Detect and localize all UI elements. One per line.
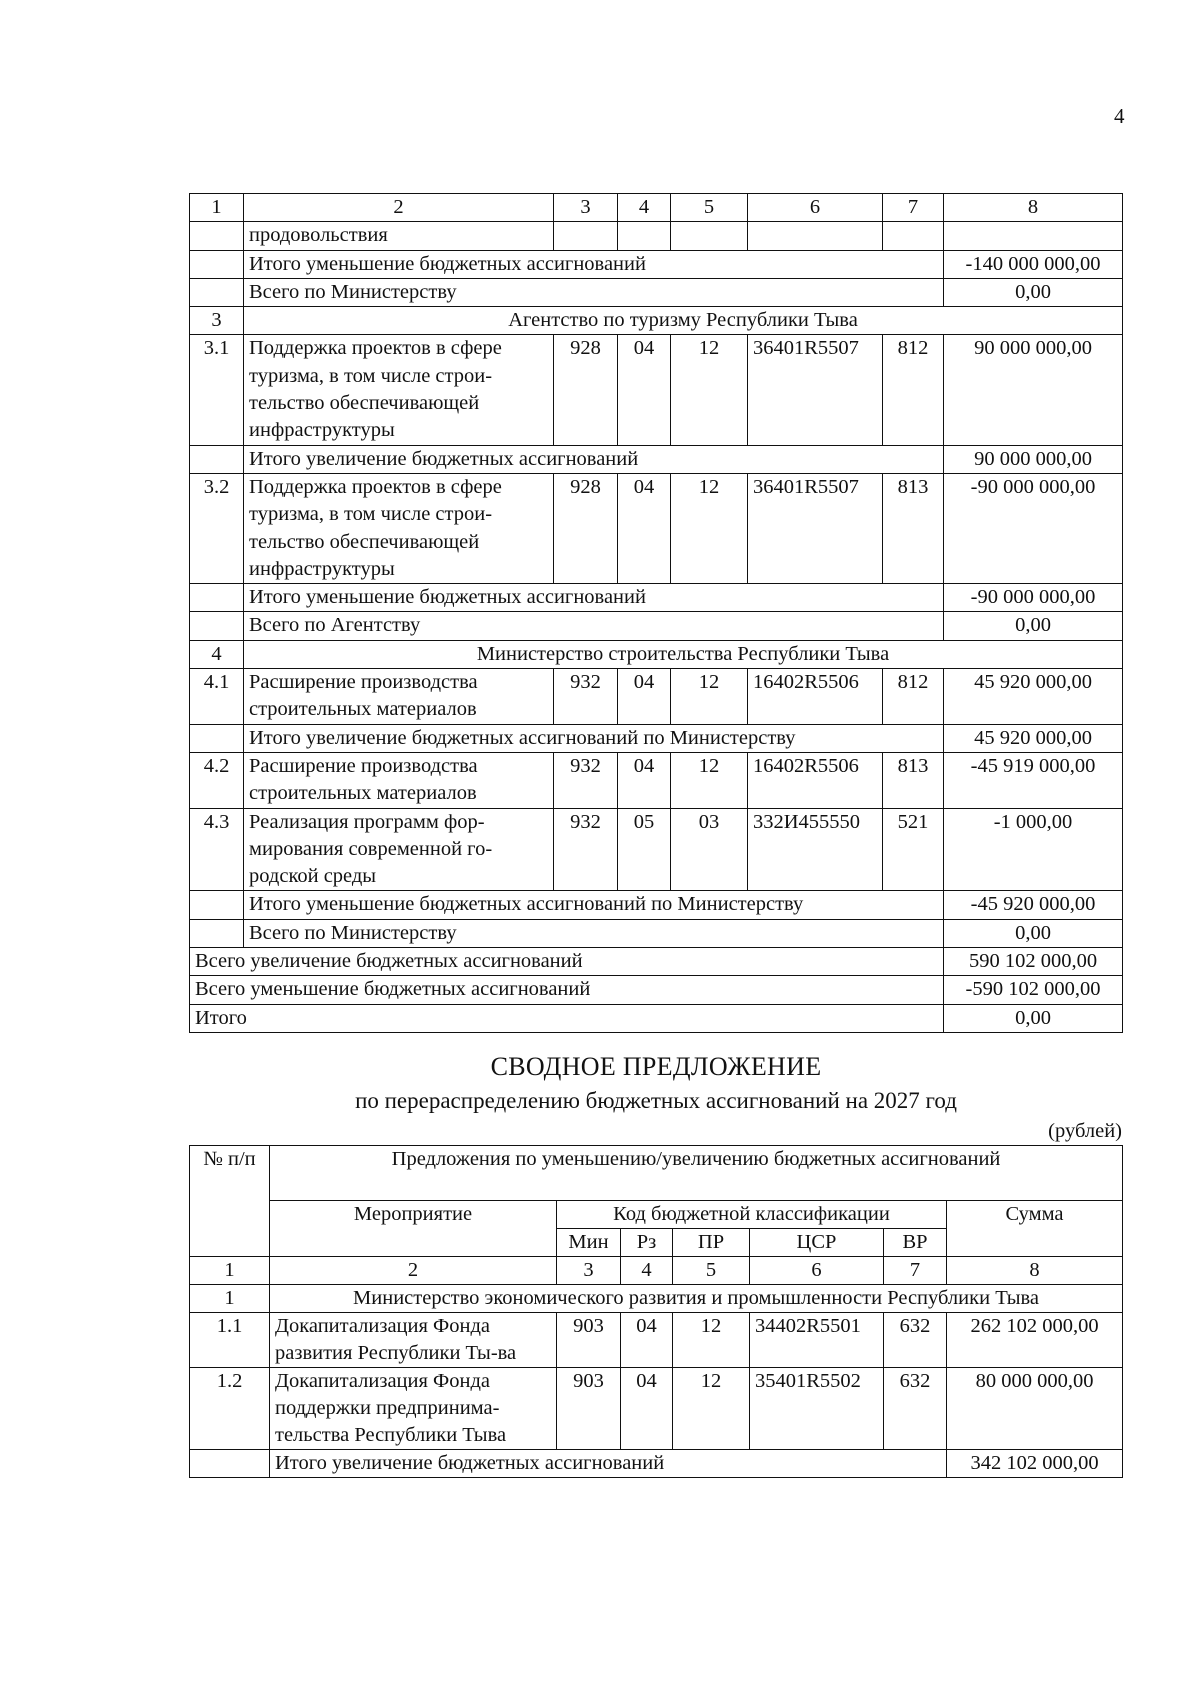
- code-min: 932: [554, 752, 618, 808]
- code-pr: 12: [671, 752, 748, 808]
- subtotal-label: Всего по Министерству: [244, 278, 944, 306]
- col-number: 4: [618, 194, 671, 222]
- code-min: 903: [557, 1313, 621, 1368]
- row-number: 1.2: [190, 1368, 270, 1450]
- subtotal-label: Всего по Министерству: [244, 919, 944, 947]
- event-name: Поддержка проектов в сфере туризма, в том числе строи-тельство обеспечивающей инфраструктуры: [244, 473, 554, 583]
- header-proposals: Предложения по уменьшению/увеличению бюджетных ассигнований: [270, 1146, 1123, 1201]
- header-code-min: Мин: [557, 1229, 621, 1257]
- table-row: [190, 752, 1123, 808]
- section-title: Министерство экономического развития и промышленности Республики Тыва: [270, 1285, 1123, 1313]
- code-vr: 632: [884, 1313, 947, 1368]
- subtotal-amount: -45 920 000,00: [944, 891, 1123, 919]
- amount: [944, 222, 1123, 250]
- subtotal-row: [190, 278, 1123, 306]
- event-name: Поддержка проектов в сфере туризма, в том числе строи-тельство обеспечивающей инфраструктуры: [244, 335, 554, 445]
- code-rz: [618, 222, 671, 250]
- code-pr: 03: [671, 808, 748, 891]
- total-row: [190, 1004, 1123, 1032]
- section-title: Агентство по туризму Республики Тыва: [244, 307, 1123, 335]
- code-rz: 04: [621, 1313, 673, 1368]
- section-row: [190, 1285, 1123, 1313]
- subtotal-amount: 0,00: [944, 278, 1123, 306]
- summary-proposal-table: [189, 1145, 1123, 1478]
- document-title: СВОДНОЕ ПРЕДЛОЖЕНИЕ: [490, 1052, 822, 1081]
- subtotal-amount: 90 000 000,00: [944, 445, 1123, 473]
- subtotal-label: Итого увеличение бюджетных ассигнований по Министерству: [244, 724, 944, 752]
- col-number: 1: [190, 194, 244, 222]
- code-csr: 34402R5501: [750, 1313, 884, 1368]
- code-csr: 332И455550: [748, 808, 883, 891]
- code-pr: 12: [673, 1368, 750, 1450]
- subtotal-row: [190, 891, 1123, 919]
- section-number: 3: [190, 307, 244, 335]
- amount: -45 919 000,00: [944, 752, 1123, 808]
- table-row: [190, 1313, 1123, 1368]
- code-vr: 813: [883, 752, 944, 808]
- header-row: [190, 1201, 1123, 1229]
- section-row: [190, 640, 1123, 668]
- section-number: 4: [190, 640, 244, 668]
- code-csr: 36401R5507: [748, 473, 883, 583]
- code-vr: 632: [884, 1368, 947, 1450]
- code-vr: [883, 222, 944, 250]
- code-rz: 05: [618, 808, 671, 891]
- header-event: Мероприятие: [270, 1201, 557, 1257]
- header-code: Код бюджетной классификации: [557, 1201, 947, 1229]
- section-number: 1: [190, 1285, 270, 1313]
- event-name: продовольствия: [244, 222, 554, 250]
- code-pr: 12: [671, 669, 748, 725]
- total-label: Всего увеличение бюджетных ассигнований: [190, 948, 944, 976]
- code-min: 928: [554, 473, 618, 583]
- col-number: 6: [748, 194, 883, 222]
- row-number: 4.3: [190, 808, 244, 891]
- table-row: [190, 1368, 1123, 1450]
- subtotal-row: [190, 584, 1123, 612]
- amount: 90 000 000,00: [944, 335, 1123, 445]
- subtotal-label: Итого увеличение бюджетных ассигнований: [244, 445, 944, 473]
- code-min: [554, 222, 618, 250]
- code-min: 903: [557, 1368, 621, 1450]
- col-number: 7: [883, 194, 944, 222]
- header-code-vr: ВР: [884, 1229, 947, 1257]
- subtotal-amount: -90 000 000,00: [944, 584, 1123, 612]
- total-amount: 0,00: [944, 1004, 1123, 1032]
- header-row: [190, 1146, 1123, 1201]
- subtotal-label: Итого уменьшение бюджетных ассигнований: [244, 250, 944, 278]
- subtotal-amount: 45 920 000,00: [944, 724, 1123, 752]
- table-row: [190, 222, 1123, 250]
- section-row: [190, 307, 1123, 335]
- event-name: Расширение производства строительных материалов: [244, 752, 554, 808]
- code-vr: 521: [883, 808, 944, 891]
- subtotal-row: [190, 1450, 1123, 1478]
- total-label: Всего уменьшение бюджетных ассигнований: [190, 976, 944, 1004]
- table-row: [190, 808, 1123, 891]
- amount: 80 000 000,00: [947, 1368, 1123, 1450]
- table-row: [190, 335, 1123, 445]
- col-number: 8: [947, 1257, 1123, 1285]
- subtotal-label: Итого увеличение бюджетных ассигнований: [270, 1450, 947, 1478]
- col-number: 8: [944, 194, 1123, 222]
- code-vr: 813: [883, 473, 944, 583]
- document-subtitle: по перераспределению бюджетных ассигнований на 2027 год: [355, 1088, 957, 1113]
- total-row: [190, 976, 1123, 1004]
- allocation-table-continued: [189, 193, 1123, 1033]
- amount: -90 000 000,00: [944, 473, 1123, 583]
- code-rz: 04: [618, 335, 671, 445]
- col-number: 2: [244, 194, 554, 222]
- code-csr: 35401R5502: [750, 1368, 884, 1450]
- section-title: Министерство строительства Республики Тыва: [244, 640, 1123, 668]
- subtotal-label: Всего по Агентству: [244, 612, 944, 640]
- code-csr: 36401R5507: [748, 335, 883, 445]
- table-row: [190, 473, 1123, 583]
- code-pr: [671, 222, 748, 250]
- amount: 45 920 000,00: [944, 669, 1123, 725]
- code-csr: 16402R5506: [748, 669, 883, 725]
- column-number-row: [190, 1257, 1123, 1285]
- header-code-pr: ПР: [673, 1229, 750, 1257]
- subtotal-amount: 0,00: [944, 919, 1123, 947]
- code-min: 932: [554, 808, 618, 891]
- code-pr: 12: [673, 1313, 750, 1368]
- code-pr: 12: [671, 335, 748, 445]
- col-number: 4: [621, 1257, 673, 1285]
- header-num: № п/п: [190, 1146, 270, 1257]
- code-rz: 04: [618, 669, 671, 725]
- col-number: 5: [671, 194, 748, 222]
- code-vr: 812: [883, 335, 944, 445]
- subtotal-row: [190, 612, 1123, 640]
- subtotal-row: [190, 250, 1123, 278]
- col-number: 1: [190, 1257, 270, 1285]
- code-vr: 812: [883, 669, 944, 725]
- subtotal-amount: 0,00: [944, 612, 1123, 640]
- page-number: 4: [1114, 104, 1125, 128]
- subtotal-row: [190, 724, 1123, 752]
- header-code-rz: Рз: [621, 1229, 673, 1257]
- event-name: Докапитализация Фонда поддержки предпринима-тельства Республики Тыва: [270, 1368, 557, 1450]
- amount: 262 102 000,00: [947, 1313, 1123, 1368]
- row-number: 3.1: [190, 335, 244, 445]
- code-rz: 04: [618, 752, 671, 808]
- units-label: (рублей): [1048, 1120, 1122, 1142]
- col-number: 3: [557, 1257, 621, 1285]
- subtotal-row: [190, 919, 1123, 947]
- event-name: Реализация программ фор-мирования современной го-родской среды: [244, 808, 554, 891]
- code-rz: 04: [618, 473, 671, 583]
- col-number: 7: [884, 1257, 947, 1285]
- total-amount: 590 102 000,00: [944, 948, 1123, 976]
- col-number: 5: [673, 1257, 750, 1285]
- column-number-row: [190, 194, 1123, 222]
- event-name: Расширение производства строительных материалов: [244, 669, 554, 725]
- subtotal-label: Итого уменьшение бюджетных ассигнований по Министерству: [244, 891, 944, 919]
- total-row: [190, 948, 1123, 976]
- code-min: 932: [554, 669, 618, 725]
- total-amount: -590 102 000,00: [944, 976, 1123, 1004]
- subtotal-amount: 342 102 000,00: [947, 1450, 1123, 1478]
- code-rz: 04: [621, 1368, 673, 1450]
- row-number: [190, 222, 244, 250]
- amount: -1 000,00: [944, 808, 1123, 891]
- subtotal-amount: -140 000 000,00: [944, 250, 1123, 278]
- col-number: 6: [750, 1257, 884, 1285]
- code-csr: [748, 222, 883, 250]
- col-number: 2: [270, 1257, 557, 1285]
- total-label: Итого: [190, 1004, 944, 1032]
- code-csr: 16402R5506: [748, 752, 883, 808]
- row-number: 4.1: [190, 669, 244, 725]
- header-sum: Сумма: [947, 1201, 1123, 1257]
- row-number: 4.2: [190, 752, 244, 808]
- subtotal-row: [190, 445, 1123, 473]
- header-code-csr: ЦСР: [750, 1229, 884, 1257]
- row-number: 3.2: [190, 473, 244, 583]
- code-min: 928: [554, 335, 618, 445]
- code-pr: 12: [671, 473, 748, 583]
- table-row: [190, 669, 1123, 725]
- event-name: Докапитализация Фонда развития Республики Ты-ва: [270, 1313, 557, 1368]
- row-number: 1.1: [190, 1313, 270, 1368]
- col-number: 3: [554, 194, 618, 222]
- subtotal-label: Итого уменьшение бюджетных ассигнований: [244, 584, 944, 612]
